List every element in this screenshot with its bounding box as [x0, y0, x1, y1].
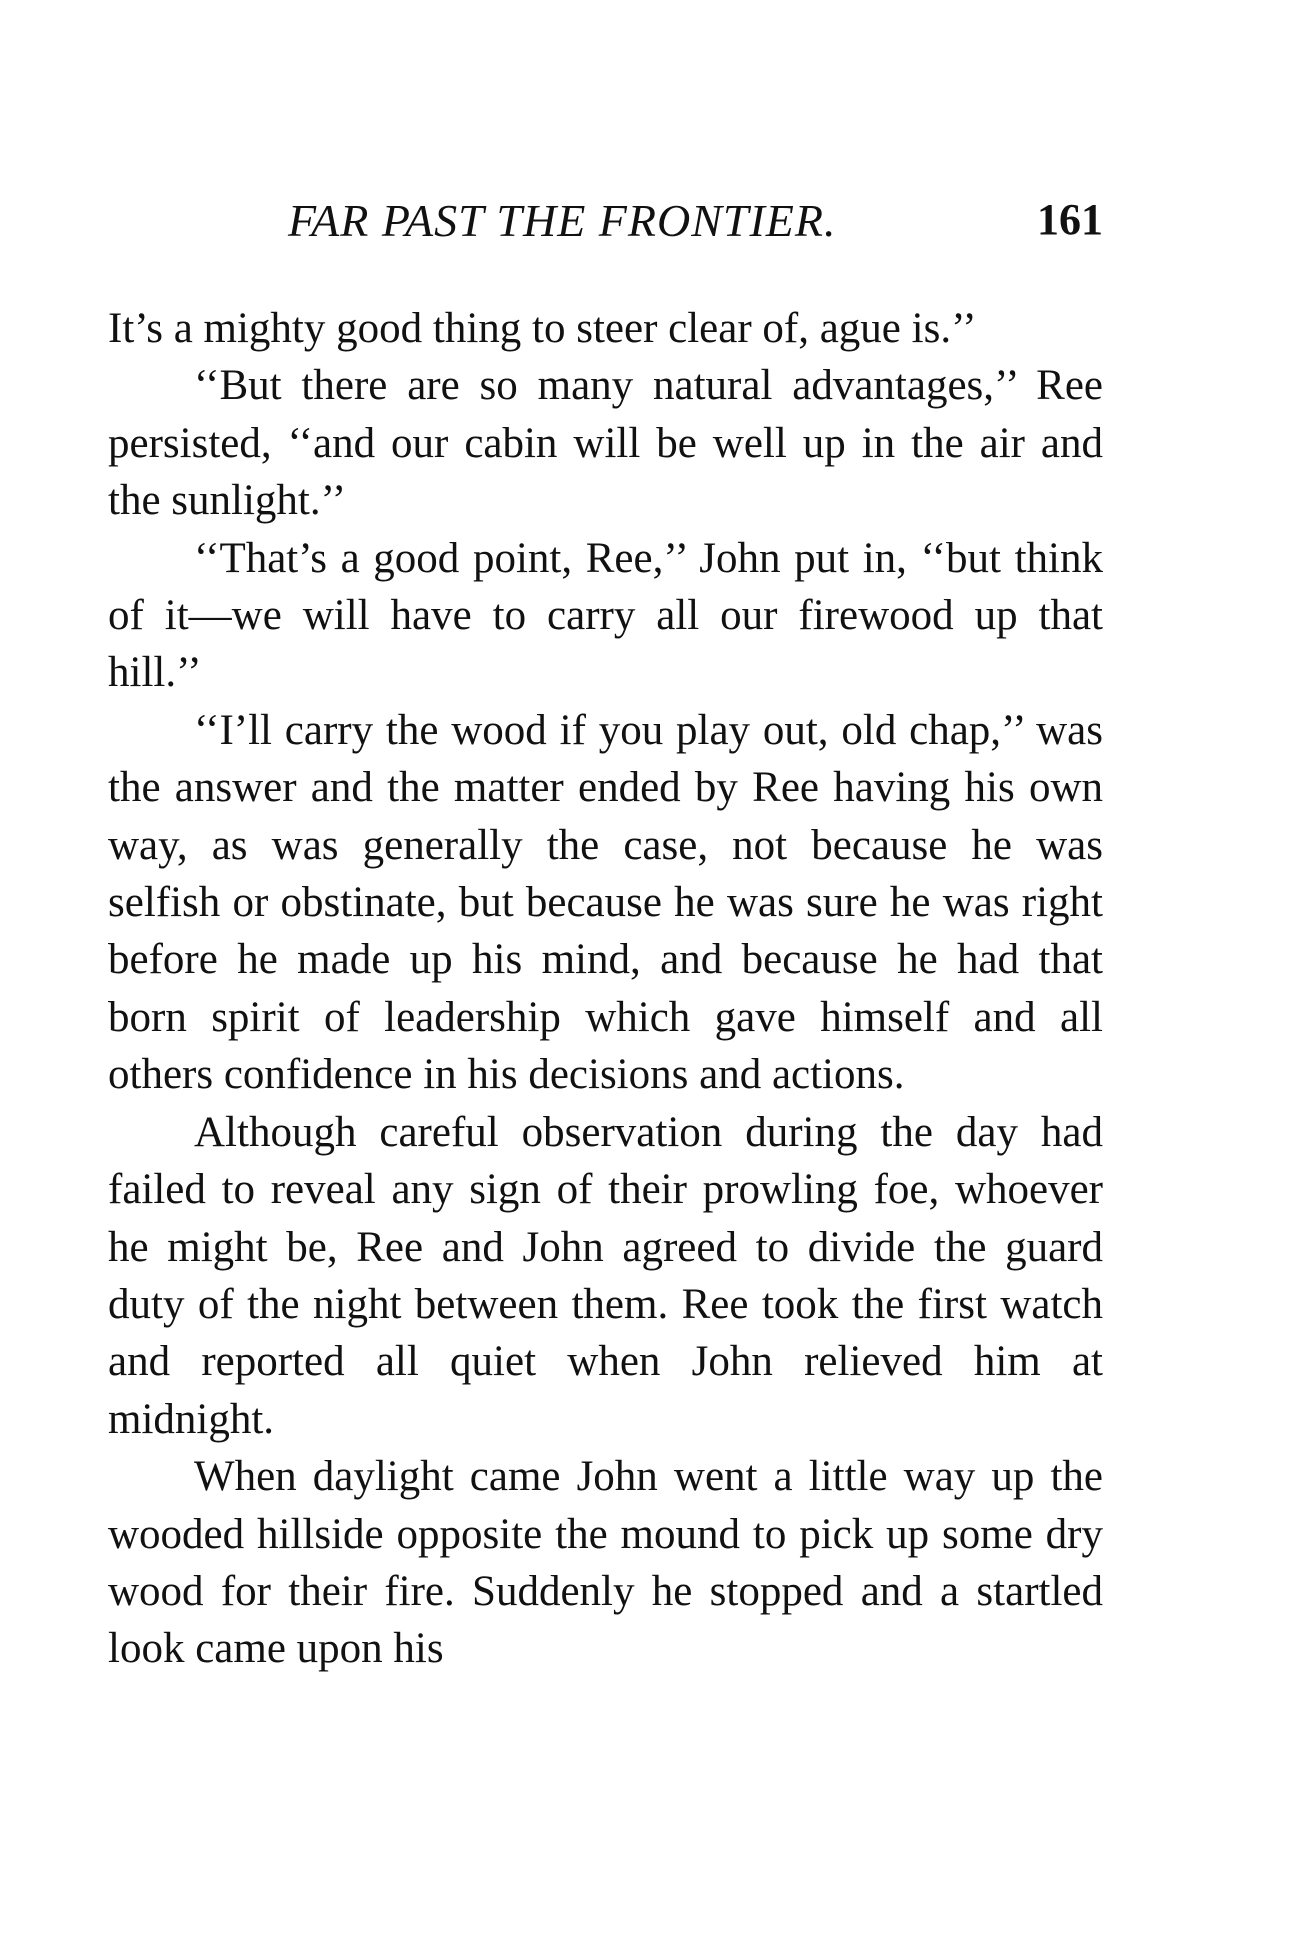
page-number: 161	[1037, 195, 1103, 244]
paragraph: Although careful observation during the day had failed to reveal any sign of their prowling foe, whoever he might be, Ree and John agreed to divide the guard duty of the night between them. Ree took the first watch and reported all quiet when John relieved him at midnight.	[108, 1108, 1103, 1443]
book-title: FAR PAST THE FRONTIER.	[288, 195, 837, 246]
body-text	[108, 300, 1103, 1678]
paragraph: ‘‘That’s a good point, Ree,’’ John put in, ‘‘but think of it—we will have to carry all our firewood up that hill.’’	[108, 534, 1103, 697]
paragraph-continuation: It’s a mighty good thing to steer clear of, ague is.’’	[108, 305, 977, 352]
paragraph: ‘‘But there are so many natural advantages,’’ Ree persisted, ‘‘and our cabin will be well up in the air and the sunlight.’’	[108, 362, 1103, 525]
paragraph: ‘‘I’ll carry the wood if you play out, old chap,’’ was the answer and the matter ended by Ree having his own way, as was generally the case, not because he was selfish or obstinate, but because he was sure he was right before he made up his mind, and because he had that born spirit of leadership which gave himself and all others confidence in his decisions and actions.	[108, 706, 1103, 1099]
paragraph: When daylight came John went a little way up the wooded hillside opposite the mound to pick up some dry wood for their fire. Suddenly he stopped and a startled look came upon his	[108, 1453, 1103, 1673]
running-head	[108, 194, 1103, 254]
